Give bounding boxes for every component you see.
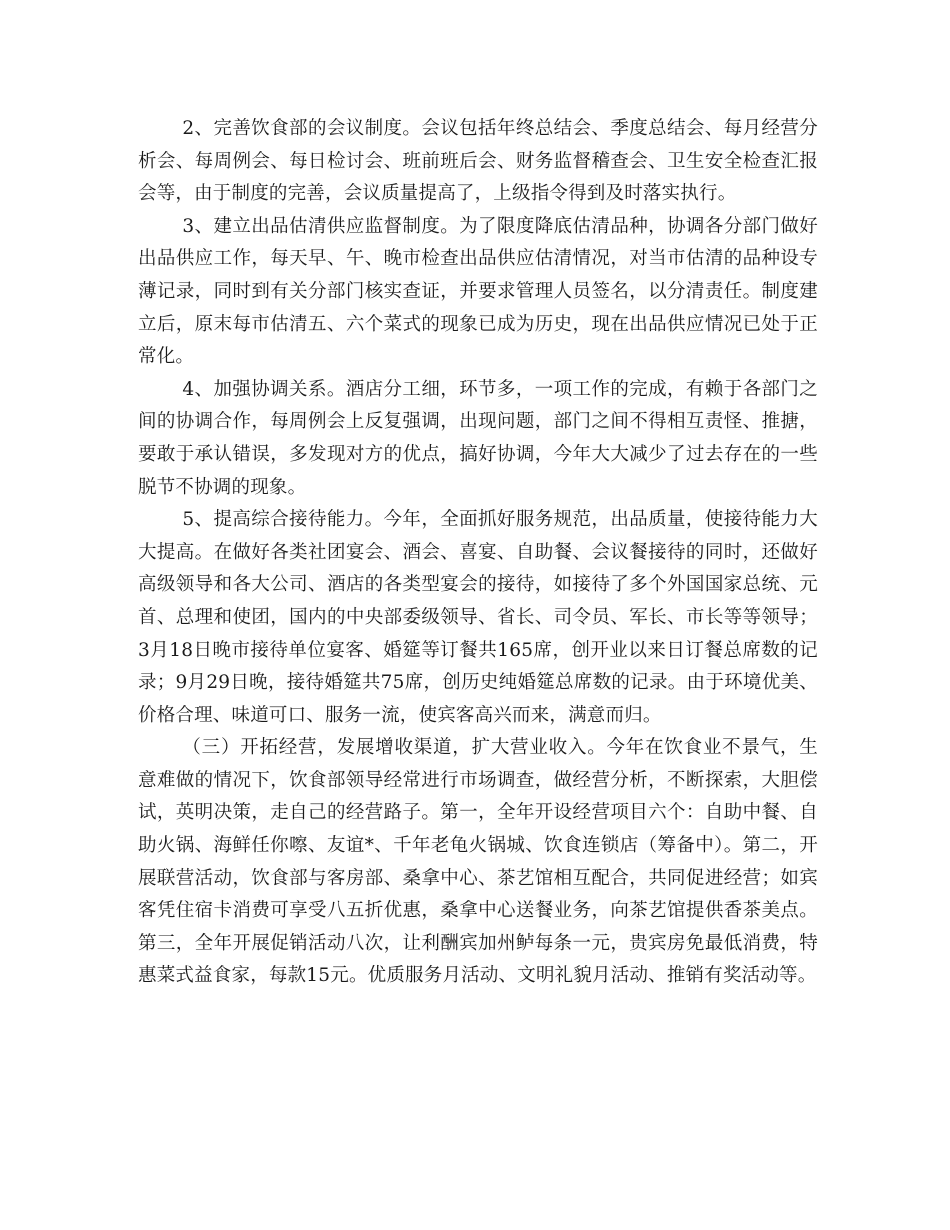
document-body (138, 113, 818, 993)
paragraph-supply-supervision: 3、建立出品估清供应监督制度。为了限度降底估清品种，协调各分部门做好出品供应工作，每天早、午、晚市检查出品供应估清情况，对当市估清的品种设专薄记录，同时到有关分部门核实查证，并要求管理人员签名，以分清责任。制度建立后，原末每市估清五、六个菜式的现象已成为历史，现在出品供应情况已处于正常化。 (138, 215, 818, 368)
paragraph-meeting-system: 2、完善饮食部的会议制度。会议包括年终总结会、季度总结会、每月经营分析会、每周例会、每日检讨会、班前班后会、财务监督稽查会、卫生安全检查汇报会等，由于制度的完善，会议质量提高了，上级指令得到及时落实执行。 (138, 118, 818, 205)
paragraph-coordination: 4、加强协调关系。酒店分工细，环节多，一项工作的完成，有赖于各部门之间的协调合作，每周例会上反复强调，出现问题，部门之间不得相互责怪、推搪，要敢于承认错误，多发现对方的优点，搞好协调，今年大大减少了过去存在的一些脱节不协调的现象。 (138, 378, 818, 498)
paragraph-business-expansion: （三）开拓经营，发展增收渠道，扩大营业收入。今年在饮食业不景气，生意难做的情况下，饮食部领导经常进行市场调查，做经营分析，不断探索，大胆偿试，英明决策，走自己的经营路子。第一，全年开设经营项目六个：自助中餐、自助火锅、海鲜任你嚓、友谊*、千年老龟火锅城、饮食连锁店（筹备中）。第二，开展联营活动，饮食部与客房部、桑拿中心、茶艺馆相互配合，共同促进经营；如宾客凭住宿卡消费可享受八五折优惠，桑拿中心送餐业务，向茶艺馆提供香茶美点。第三，全年开展促销活动八次，让利酬宾加州鲈每条一元，贵宾房免最低消费，特惠菜式益食家，每款15元。优质服务月活动、文明礼貌月活动、推销有奖活动等。 (138, 737, 818, 987)
paragraph-reception-capacity: 5、提高综合接待能力。今年，全面抓好服务规范，出品质量，使接待能力大大提高。在做好各类社团宴会、酒会、喜宴、自助餐、会议餐接待的同时，还做好高级领导和各大公司、酒店的各类型宴会的接待，如接待了多个外国国家总统、元首、总理和使团，国内的中央部委级领导、省长、司令员、军长、市长等等领导；3月18日晚市接待单位宴客、婚筵等订餐共165席，创开业以来日订餐总席数的记录；9月29日晚，接待婚筵共75席，创历史纯婚筵总席数的记录。由于环境优美、价格合理、味道可口、服务一流，使宾客高兴而来，满意而归。 (138, 509, 818, 726)
